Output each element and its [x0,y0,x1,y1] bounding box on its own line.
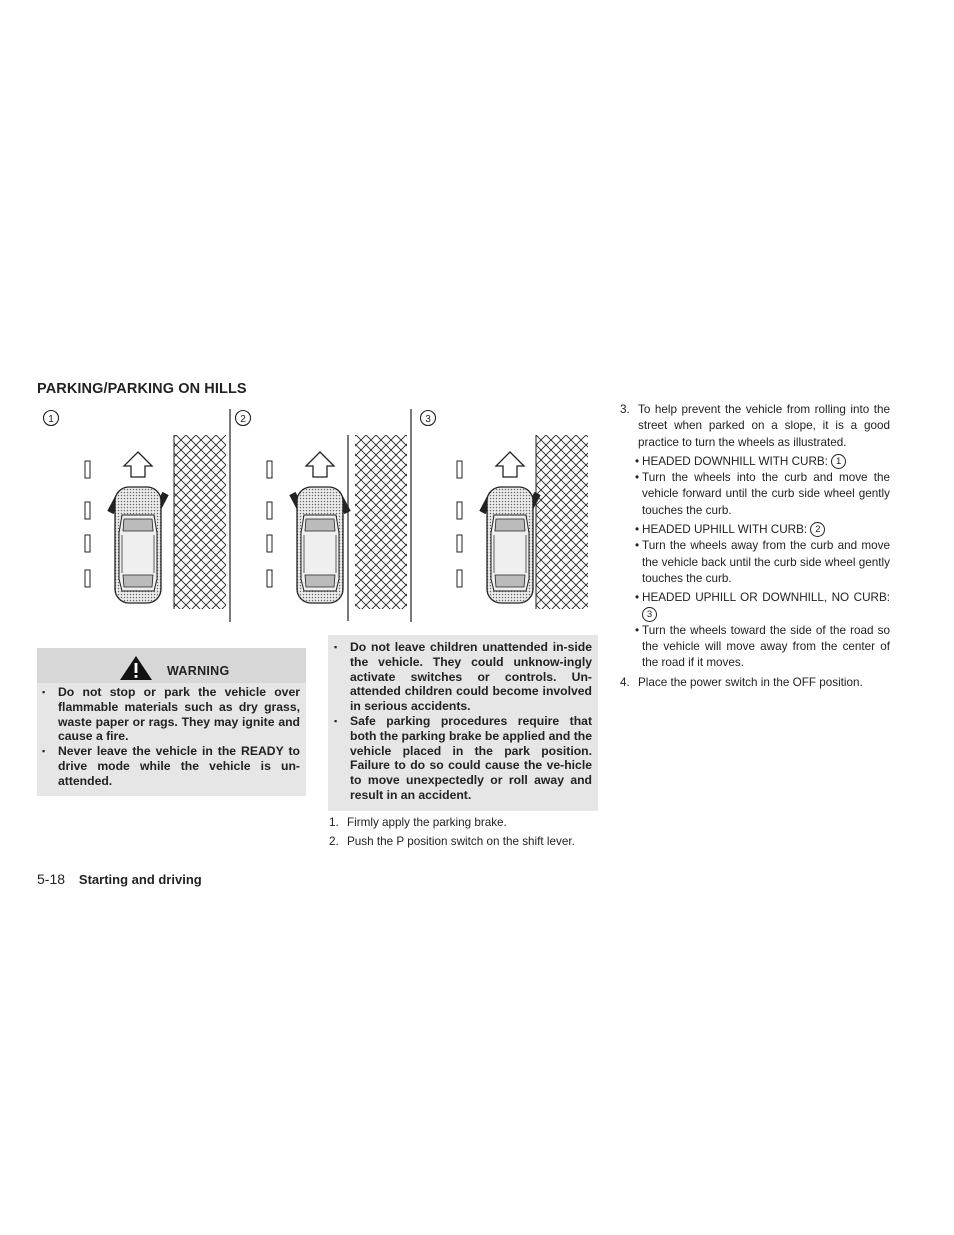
warning-list-left [37,685,300,789]
warning-list-right [329,640,592,803]
step-text: Firmly apply the parking brake. [347,816,507,829]
case-heading: • HEADED UPHILL WITH CURB: 2 [620,522,890,538]
case-text: • Turn the wheels away from the curb and move the vehicle back until the curb side wheel gently touches the curb. [635,539,890,585]
warning-label: WARNING [167,664,230,678]
page-number: 5-18 [37,871,66,887]
case-ref-badge: 2 [810,522,825,537]
case-ref-badge: 3 [642,607,657,622]
step-item [620,675,890,691]
case-instruction: Turn the wheels toward the side of the road so the vehicle will move away from the center of the road if it moves. [642,623,890,670]
page-footer [37,871,202,887]
warning-item: ▪ Never leave the vehicle in the READY to drive mode while the vehicle is un-attended. [37,744,300,788]
chapter-title: Starting and driving [78,872,202,887]
step-number: 3. [620,403,630,416]
steps-list-left [329,815,604,853]
case-ref-badge: 1 [831,454,846,469]
step-item [329,834,604,850]
step-item [620,402,890,451]
panel-3 [421,411,589,610]
step-number: 2. [329,835,339,848]
warning-item: ▪ Do not stop or park the vehicle over flammable materials such as dry grass, waste paper or rags. They may ignite and cause a fire. [37,685,300,744]
panel-2 [236,409,412,622]
warning-header [37,648,306,683]
right-column [620,402,890,691]
warning-item: ▪ Safe parking procedures require that both the parking brake be applied and the vehicle placed in the park position. Failure to do so could cause the ve-hicle to move unexpectedly or roll away and result in an accident. [329,714,592,803]
case-heading: • HEADED UPHILL OR DOWNHILL, NO CURB: 3 [635,591,890,620]
step-text: Place the power switch in the OFF position. [638,675,863,689]
case-text: • Turn the wheels toward the side of the road so the vehicle will move away from the center of the road if it moves. [635,623,890,670]
step-item [329,815,604,831]
step-text: To help prevent the vehicle from rolling into the street when parked on a slope, it is a good practice to turn the wheels as illustrated. [638,403,890,449]
panel-3-number: 3 [425,414,431,425]
parking-on-hills-illustration [36,405,596,627]
section-title: PARKING/PARKING ON HILLS [37,381,247,397]
panel-2-number: 2 [240,414,246,425]
case-instruction: Turn the wheels away from the curb and move the vehicle back until the curb side wheel gently touches the curb. [642,539,890,585]
panel-1-number: 1 [48,414,54,425]
step-text: Push the P position switch on the shift lever. [347,835,575,848]
step-number: 1. [329,816,339,829]
case-instruction: Turn the wheels into the curb and move the vehicle forward until the curb side wheel gently touches the curb. [642,471,890,517]
case-text: • Turn the wheels into the curb and move the vehicle forward until the curb side wheel gently touches the curb. [635,471,890,517]
warning-box [37,648,306,796]
step-number: 4. [620,675,630,689]
warning-box-continued [328,635,598,811]
warning-item: ▪ Do not leave children unattended in-side the vehicle. They could unknow-ingly activate switches or controls. Un-attended children could become involved in serious accidents. [329,640,592,714]
case-heading-text: HEADED UPHILL OR DOWNHILL, NO CURB: [642,591,890,605]
case-heading: • HEADED DOWNHILL WITH CURB: 1 [620,454,890,470]
case-heading-text: HEADED UPHILL WITH CURB: [642,523,808,537]
panel-1 [44,409,231,622]
warning-icon [118,655,154,681]
case-heading-text: HEADED DOWNHILL WITH CURB: [642,454,828,468]
